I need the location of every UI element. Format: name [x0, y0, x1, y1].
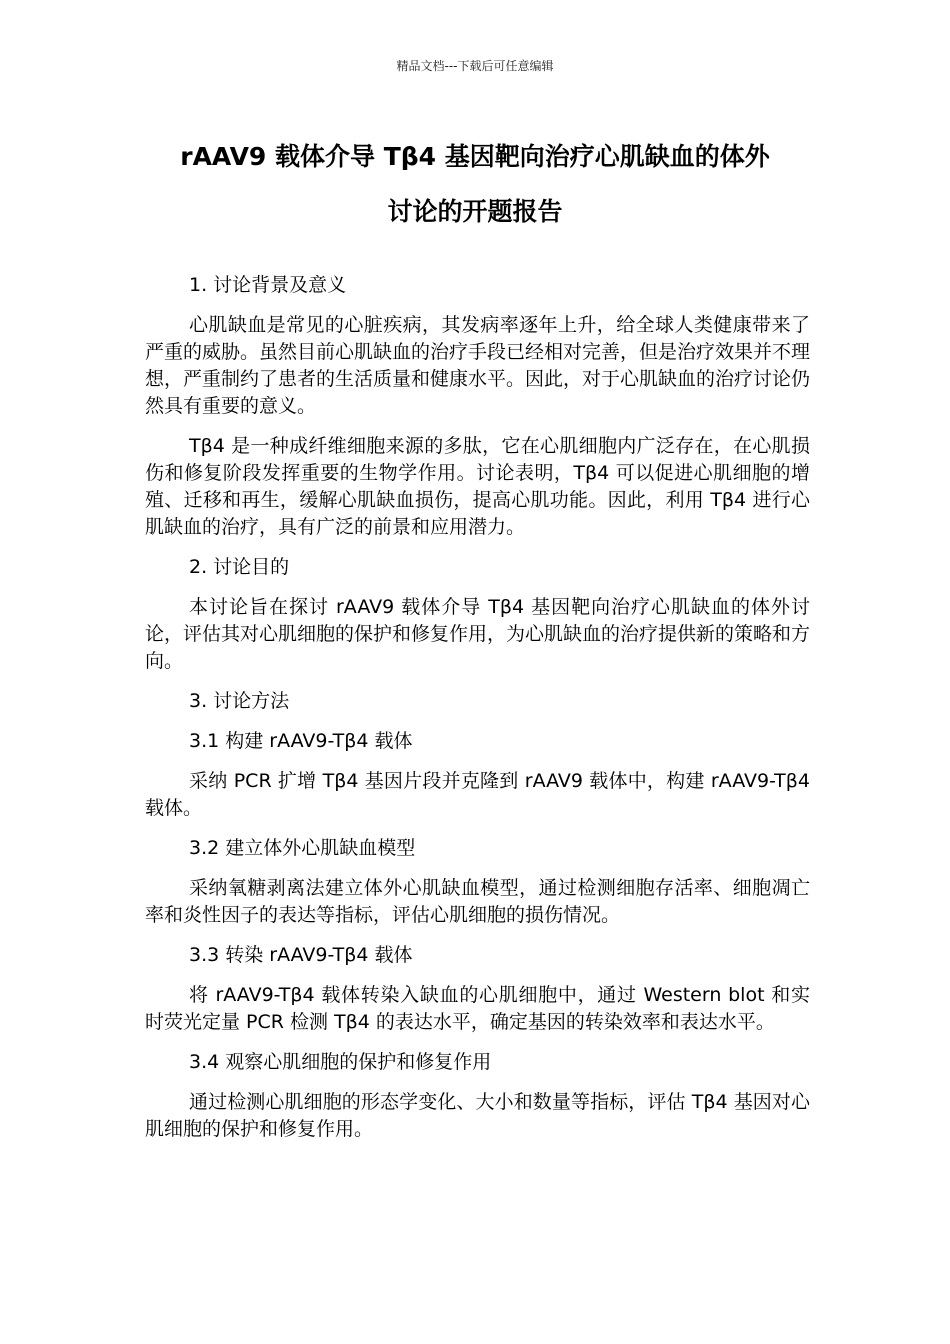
section-3-4-paragraph: 通过检测心肌细胞的形态学变化、大小和数量等指标，评估 Tβ4 基因对心肌细胞的保护和修复作用。 [145, 1091, 810, 1140]
document-title-line-2: 讨论的开题报告 [387, 197, 563, 226]
section-3-1-heading: 3.1 构建 rAAV9-Tβ4 载体 [189, 730, 413, 752]
section-1-heading: 1. 讨论背景及意义 [189, 274, 347, 296]
document-body [145, 272, 810, 1156]
section-3-1-paragraph: 采纳 PCR 扩增 Tβ4 基因片段并克隆到 rAAV9 载体中，构建 rAAV9-Tβ4 载体。 [145, 770, 810, 819]
section-2-heading: 2. 讨论目的 [189, 556, 290, 578]
section-3-heading: 3. 讨论方法 [189, 690, 290, 712]
section-3-4-heading: 3.4 观察心肌细胞的保护和修复作用 [189, 1051, 492, 1073]
section-3-3-paragraph: 将 rAAV9-Tβ4 载体转染入缺血的心肌细胞中，通过 Western blot 和实时荧光定量 PCR 检测 Tβ4 的表达水平，确定基因的转染效率和表达水平。 [145, 984, 810, 1033]
section-2-paragraph: 本讨论旨在探讨 rAAV9 载体介导 Tβ4 基因靶向治疗心肌缺血的体外讨论，评估其对心肌细胞的保护和修复作用，为心肌缺血的治疗提供新的策略和方向。 [145, 596, 811, 672]
document-title-line-1: rAAV9 载体介导 Tβ4 基因靶向治疗心肌缺血的体外 [180, 142, 770, 171]
header-note: 精品文档---下载后可任意编辑 [396, 59, 554, 73]
section-3-3-heading: 3.3 转染 rAAV9-Tβ4 载体 [189, 944, 413, 966]
section-1-paragraph-1: 心肌缺血是常见的心脏疾病，其发病率逐年上升，给全球人类健康带来了严重的威胁。虽然目前心肌缺血的治疗手段已经相对完善，但是治疗效果并不理想，严重制约了患者的生活质量和健康水平。因此，对于心肌缺血的治疗讨论仍然具有重要的意义。 [145, 314, 811, 417]
section-3-2-heading: 3.2 建立体外心肌缺血模型 [189, 837, 416, 859]
section-1-paragraph-2: Tβ4 是一种成纤维细胞来源的多肽，它在心肌细胞内广泛存在，在心肌损伤和修复阶段发挥重要的生物学作用。讨论表明，Tβ4 可以促进心肌细胞的增殖、迁移和再生，缓解心肌缺血损伤，提高心肌功能。因此，利用 Tβ4 进行心肌缺血的治疗，具有广泛的前景和应用潜力。 [145, 435, 810, 538]
section-3-2-paragraph: 采纳氧糖剥离法建立体外心肌缺血模型，通过检测细胞存活率、细胞凋亡率和炎性因子的表达等指标，评估心肌细胞的损伤情况。 [145, 877, 810, 926]
